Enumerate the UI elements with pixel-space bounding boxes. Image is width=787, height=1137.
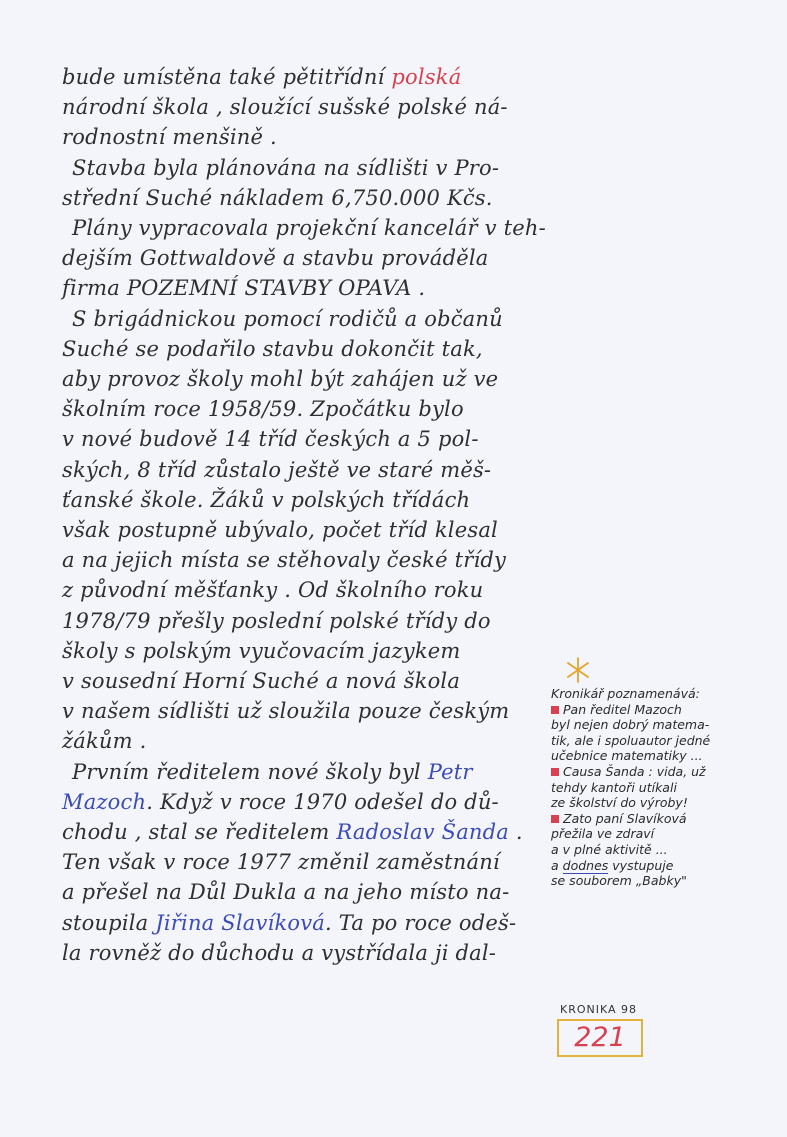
- text-line: v sousední Horní Suché a nová škola: [62, 669, 461, 694]
- side-note-line: ze školství do výroby!: [551, 795, 688, 811]
- side-note-line: a v plné aktivitě ...: [551, 841, 668, 857]
- text-line: střední Suché nákladem 6,750.000 Kčs.: [62, 185, 493, 210]
- text-line: národní škola , sloužící sušské polské ná-: [62, 95, 508, 120]
- text-line: z původní měšťanky . Od školního roku: [62, 578, 484, 603]
- side-note-line: učebnice matematiky ...: [551, 748, 703, 764]
- text-line: žákům .: [62, 729, 147, 754]
- name-mazoch: Mazoch: [62, 789, 147, 814]
- bullet-icon: [551, 768, 559, 776]
- asterisk-icon: [563, 656, 593, 684]
- text-line: Mazoch. Když v roce 1970 odešel do dů-: [62, 789, 499, 814]
- bullet-icon: [551, 815, 559, 823]
- side-note-line: tik, ale i spoluautor jedné: [551, 732, 711, 748]
- text-line: a přešel na Důl Dukla a na jeho místo na-: [62, 880, 510, 905]
- side-note-line: byl nejen dobrý matema-: [551, 717, 710, 733]
- side-note-line: Zato paní Slavíková: [551, 811, 741, 827]
- bullet-icon: [551, 706, 559, 714]
- name-petr: Petr: [427, 759, 473, 784]
- text-line: však postupně ubývalo, počet tříd klesal: [62, 518, 498, 543]
- chronicle-label: KRONIKA 98: [560, 1003, 638, 1016]
- text-line: dejším Gottwaldově a stavbu prováděla: [62, 246, 489, 271]
- side-note-line: se souborem „Babky": [551, 873, 687, 889]
- main-handwritten-text: [62, 62, 546, 968]
- text-line: školním roce 1958/59. Zpočátku bylo: [62, 397, 464, 422]
- text-line: Ten však v roce 1977 změnil zaměstnání: [62, 850, 500, 875]
- text-line: v nové budově 14 tříd českých a 5 pol-: [62, 427, 479, 452]
- text-line: školy s polským vyučovacím jazykem: [62, 638, 461, 663]
- name-sanda: Radoslav Šanda: [336, 820, 510, 845]
- highlight-polska: polská: [391, 65, 462, 89]
- text-line: 1978/79 přešly poslední polské třídy do: [62, 608, 491, 633]
- side-note-line: tehdy kantoři utíkali: [551, 779, 677, 795]
- text-line: a na jejich místa se stěhovaly české třídy: [62, 548, 507, 573]
- text-line: Plány vypracovala projekční kancelář v teh-: [72, 216, 546, 241]
- text-line: firma POZEMNÍ STAVBY OPAVA .: [62, 276, 426, 301]
- text-line: aby provoz školy mohl být zahájen už ve: [62, 367, 499, 392]
- side-note-line: a dodnes vystupuje: [551, 857, 674, 873]
- text-line: v našem sídlišti už sloužila pouze českým: [62, 699, 510, 724]
- text-line: ských, 8 tříd zůstalo ještě ve staré měš-: [62, 457, 492, 482]
- text-line: Suché se podařilo stavbu dokončit tak,: [62, 336, 483, 361]
- text-line: la rovněž do důchodu a vystřídala ji dal-: [62, 940, 497, 965]
- side-note-line: Pan ředitel Mazoch: [551, 702, 741, 718]
- text-line: S brigádnickou pomocí rodičů a občanů: [72, 306, 503, 331]
- side-note-line: přežila ve zdraví: [551, 826, 655, 842]
- text-line: Prvním ředitelem nové školy byl Petr: [72, 759, 473, 784]
- underlined-dodnes: dodnes: [562, 857, 609, 873]
- text-line: rodnostní menšině .: [62, 125, 277, 150]
- chronicler-side-note: [551, 656, 741, 889]
- text-line: chodu , stal se ředitelem Radoslav Šanda .: [62, 820, 523, 845]
- side-note-line: Causa Šanda : vida, už: [551, 764, 741, 780]
- name-slavikova: Jiřina Slavíková: [155, 910, 326, 935]
- text-line: stoupila Jiřina Slavíková. Ta po roce odeš-: [62, 910, 517, 935]
- page-number: 221: [557, 1019, 643, 1057]
- text-line: ťanské škole. Žáků v polských třídách: [62, 487, 471, 512]
- text-line: Stavba byla plánována na sídlišti v Pro-: [72, 155, 500, 180]
- text-line: bude umístěna také pětitřídní polská: [62, 65, 462, 89]
- side-note-heading: Kronikář poznamenává:: [551, 686, 700, 701]
